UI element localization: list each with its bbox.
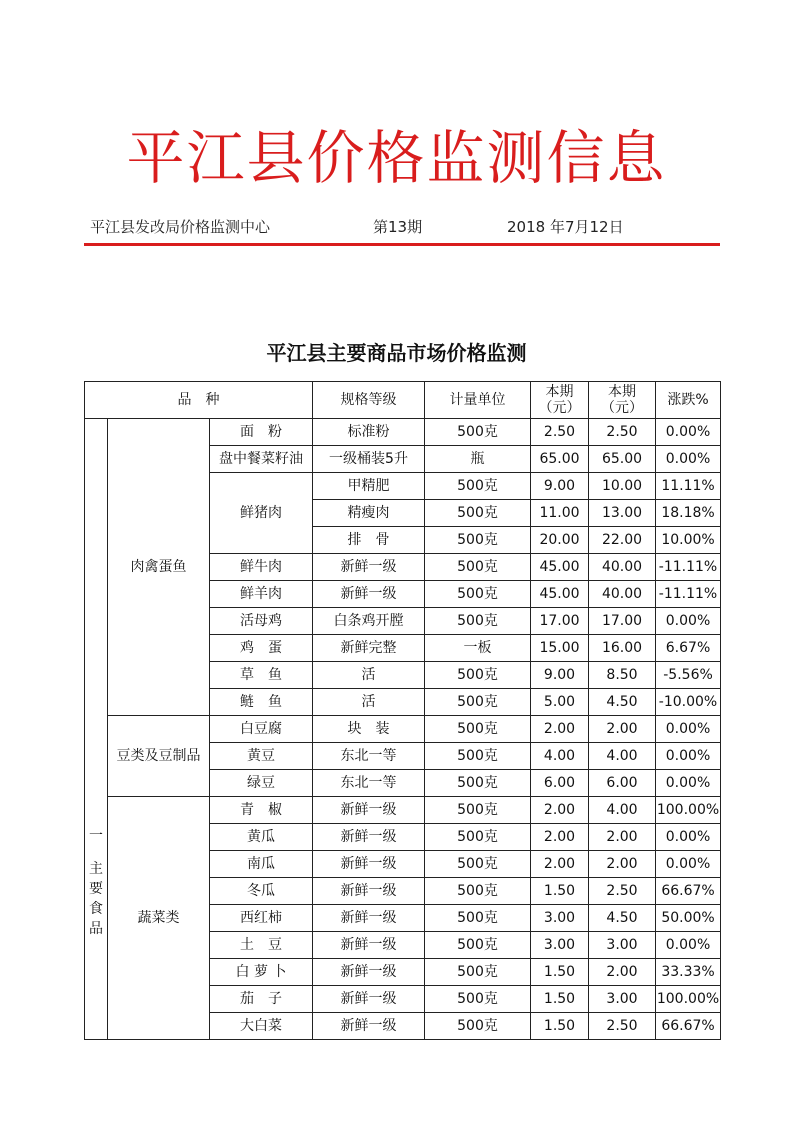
spec-cell: 标准粉 [313,419,425,446]
previous-price-cell: 3.00 [589,986,656,1013]
spec-cell: 块 装 [313,716,425,743]
change-cell: 0.00% [656,419,721,446]
previous-price-cell: 2.50 [589,1013,656,1040]
previous-price-cell: 3.00 [589,932,656,959]
change-cell: 18.18% [656,500,721,527]
unit-cell: 一板 [425,635,531,662]
spec-cell: 新鲜一级 [313,959,425,986]
previous-price-cell: 2.00 [589,824,656,851]
unit-cell: 瓶 [425,446,531,473]
current-price-cell: 2.00 [531,851,589,878]
spec-cell: 一级桶装5升 [313,446,425,473]
change-cell: 50.00% [656,905,721,932]
change-cell: 0.00% [656,824,721,851]
spec-cell: 东北一等 [313,743,425,770]
main-category-cell [85,419,108,1040]
table-header-row [85,382,721,419]
change-cell: 100.00% [656,797,721,824]
item-name: 黄豆 [210,743,313,770]
unit-cell: 500克 [425,959,531,986]
change-cell: 6.67% [656,635,721,662]
unit-cell: 500克 [425,905,531,932]
item-name: 活母鸡 [210,608,313,635]
item-name: 黄瓜 [210,824,313,851]
table-title: 平江县主要商品市场价格监测 [266,341,527,365]
item-name: 白 萝 卜 [210,959,313,986]
unit-cell: 500克 [425,932,531,959]
table-row [85,716,721,743]
spec-cell: 新鲜完整 [313,635,425,662]
price-table [84,381,721,1040]
header-divider [84,243,720,246]
previous-price-cell: 4.00 [589,797,656,824]
current-price-cell: 11.00 [531,500,589,527]
change-cell: 0.00% [656,716,721,743]
spec-cell: 白条鸡开膛 [313,608,425,635]
item-name: 绿豆 [210,770,313,797]
current-price-cell: 9.00 [531,662,589,689]
current-price-cell: 3.00 [531,905,589,932]
previous-price-cell: 22.00 [589,527,656,554]
item-name: 鲜牛肉 [210,554,313,581]
previous-price-cell: 2.00 [589,716,656,743]
unit-cell: 500克 [425,770,531,797]
change-cell: 11.11% [656,473,721,500]
change-cell: 100.00% [656,986,721,1013]
previous-price-cell: 4.50 [589,689,656,716]
current-price-cell: 3.00 [531,932,589,959]
main-category-number: 一 [89,828,103,844]
item-name: 青 椒 [210,797,313,824]
item-name: 面 粉 [210,419,313,446]
item-name: 西红柿 [210,905,313,932]
spec-cell: 排 骨 [313,527,425,554]
previous-price-cell: 4.00 [589,743,656,770]
change-cell: 10.00% [656,527,721,554]
previous-price-cell: 2.50 [589,419,656,446]
unit-cell: 500克 [425,797,531,824]
previous-price-cell: 6.00 [589,770,656,797]
current-price-cell: 2.00 [531,716,589,743]
unit-cell: 500克 [425,608,531,635]
item-name: 草 鱼 [210,662,313,689]
unit-cell: 500克 [425,824,531,851]
unit-cell: 500克 [425,851,531,878]
current-price-cell: 45.00 [531,581,589,608]
item-name: 茄 子 [210,986,313,1013]
change-cell: 33.33% [656,959,721,986]
spec-cell: 新鲜一级 [313,932,425,959]
issue-date: 2018 年7月12日 [507,218,624,236]
previous-price-cell: 8.50 [589,662,656,689]
change-cell: 66.67% [656,1013,721,1040]
spec-cell: 新鲜一级 [313,824,425,851]
spec-cell: 新鲜一级 [313,581,425,608]
previous-price-cell: 13.00 [589,500,656,527]
previous-price-cell: 16.00 [589,635,656,662]
item-name: 鸡 蛋 [210,635,313,662]
previous-price-cell: 2.00 [589,851,656,878]
item-name: 南瓜 [210,851,313,878]
previous-price-cell: 17.00 [589,608,656,635]
group-label: 豆类及豆制品 [108,716,210,797]
unit-cell: 500克 [425,662,531,689]
current-price-cell: 45.00 [531,554,589,581]
item-name: 鲜羊肉 [210,581,313,608]
current-price-cell: 2.00 [531,797,589,824]
table-row [85,419,721,446]
unit-cell: 500克 [425,419,531,446]
current-price-cell: 1.50 [531,986,589,1013]
unit-cell: 500克 [425,554,531,581]
spec-cell: 新鲜一级 [313,905,425,932]
change-cell: 66.67% [656,878,721,905]
current-price-cell: 15.00 [531,635,589,662]
change-cell: 0.00% [656,851,721,878]
unit-cell: 500克 [425,716,531,743]
header-unit: 计量单位 [425,382,531,419]
spec-cell: 甲精肥 [313,473,425,500]
item-name: 土 豆 [210,932,313,959]
change-cell: -10.00% [656,689,721,716]
header-change: 涨跌% [656,382,721,419]
item-name: 冬瓜 [210,878,313,905]
issuer-name: 平江县发改局价格监测中心 [90,218,271,236]
item-name: 大白菜 [210,1013,313,1040]
change-cell: -11.11% [656,581,721,608]
unit-cell: 500克 [425,473,531,500]
spec-cell: 精瘦肉 [313,500,425,527]
unit-cell: 500克 [425,986,531,1013]
unit-cell: 500克 [425,527,531,554]
item-name: 白豆腐 [210,716,313,743]
spec-cell: 活 [313,662,425,689]
previous-price-cell: 2.00 [589,959,656,986]
previous-price-cell: 2.50 [589,878,656,905]
spec-cell: 新鲜一级 [313,851,425,878]
current-price-cell: 1.50 [531,1013,589,1040]
current-price-cell: 1.50 [531,959,589,986]
previous-price-cell: 4.50 [589,905,656,932]
spec-cell: 东北一等 [313,770,425,797]
current-price-cell: 20.00 [531,527,589,554]
unit-cell: 500克 [425,743,531,770]
header-variety: 品 种 [85,382,313,419]
current-price-cell: 4.00 [531,743,589,770]
header-current-price: 本期 （元） [531,382,589,419]
unit-cell: 500克 [425,689,531,716]
current-price-cell: 1.50 [531,878,589,905]
spec-cell: 新鲜一级 [313,878,425,905]
spec-cell: 新鲜一级 [313,554,425,581]
unit-cell: 500克 [425,581,531,608]
table-row [85,797,721,824]
spec-cell: 新鲜一级 [313,986,425,1013]
spec-cell: 新鲜一级 [313,1013,425,1040]
unit-cell: 500克 [425,1013,531,1040]
current-price-cell: 65.00 [531,446,589,473]
change-cell: 0.00% [656,446,721,473]
current-price-cell: 5.00 [531,689,589,716]
change-cell: -5.56% [656,662,721,689]
change-cell: -11.11% [656,554,721,581]
item-name: 鲢 鱼 [210,689,313,716]
unit-cell: 500克 [425,500,531,527]
group-label: 蔬菜类 [108,797,210,1040]
header-spec: 规格等级 [313,382,425,419]
issue-number: 第13期 [373,218,423,236]
current-price-cell: 17.00 [531,608,589,635]
document-title: 平江县价格监测信息 [126,124,667,192]
previous-price-cell: 10.00 [589,473,656,500]
change-cell: 0.00% [656,743,721,770]
unit-cell: 500克 [425,878,531,905]
change-cell: 0.00% [656,932,721,959]
current-price-cell: 2.00 [531,824,589,851]
spec-cell: 活 [313,689,425,716]
spec-cell: 新鲜一级 [313,797,425,824]
item-name: 鲜猪肉 [210,473,313,554]
current-price-cell: 6.00 [531,770,589,797]
previous-price-cell: 40.00 [589,554,656,581]
change-cell: 0.00% [656,608,721,635]
header-previous-price: 本期 （元） [589,382,656,419]
current-price-cell: 2.50 [531,419,589,446]
previous-price-cell: 40.00 [589,581,656,608]
previous-price-cell: 65.00 [589,446,656,473]
item-name: 盘中餐菜籽油 [210,446,313,473]
current-price-cell: 9.00 [531,473,589,500]
main-category-label: 主要食品 [89,861,103,937]
group-label: 肉禽蛋鱼 [108,419,210,716]
change-cell: 0.00% [656,770,721,797]
